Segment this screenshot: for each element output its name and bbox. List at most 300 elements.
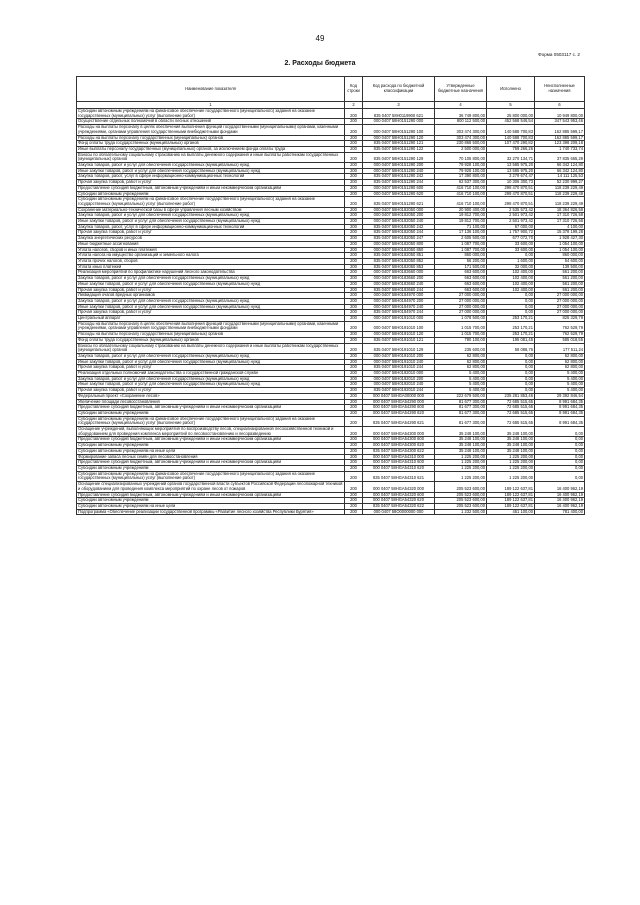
row-approved-amount: 35 248 100,00 — [435, 448, 487, 454]
row-unexecuted-amount: 1 928 427,30 — [535, 236, 585, 242]
row-line-code: 200 — [345, 376, 363, 382]
row-line-code: 200 — [345, 163, 363, 169]
table-row — [77, 343, 585, 353]
column-number: 2 — [345, 102, 363, 109]
row-indicator-name: Закупка товаров, работ и услуг для обеспечения государственных (муниципальных) нужд — [77, 276, 345, 282]
row-executed-amount: 189 122 637,81 — [487, 498, 535, 504]
row-unexecuted-amount: 561 200,00 — [535, 276, 585, 282]
row-unexecuted-amount: 825 329,79 — [535, 316, 585, 322]
row-executed-amount: 72 685 515,65 — [487, 399, 535, 405]
row-budget-code: 000 0407 58Н0192010 200 — [363, 376, 435, 382]
row-budget-code: 835 0407 58Н0182050 851 — [363, 253, 435, 259]
row-approved-amount: 663 600,00 — [435, 276, 487, 282]
row-line-code: 200 — [345, 471, 363, 481]
row-executed-amount: 35 248 100,00 — [487, 443, 535, 449]
row-indicator-name: Расходы на выплаты персоналу в целях обеспечения выполнения функций государственными (муниципальными) органами, казенными учреждениями, органами управления государственными внебюджетными фондами — [77, 321, 345, 331]
row-budget-code: 000 0407 58НGA54300 000 — [363, 427, 435, 437]
row-budget-code: 000 0407 58Н0184970 200 — [363, 298, 435, 304]
row-budget-code: 000 0407 58Н0183660 200 — [363, 276, 435, 282]
column-number: 1 — [77, 102, 345, 109]
row-executed-amount: 107 470 290,82 — [487, 141, 535, 147]
row-indicator-name: Предоставление субсидий бюджетным, автономным учреждениям и иным некоммерческим организациям — [77, 492, 345, 498]
row-budget-code: 000 0407 58Н0184970 000 — [363, 293, 435, 299]
row-line-code: 200 — [345, 365, 363, 371]
row-executed-amount: 195 081,45 — [487, 337, 535, 343]
row-budget-code: 000 0407 58Н0182050 240 — [363, 219, 435, 225]
page-number: 49 — [315, 34, 325, 43]
row-executed-amount: 140 588 700,83 — [487, 125, 535, 135]
header-approved: Утвержденные бюджетные назначения — [435, 77, 487, 102]
row-line-code: 200 — [345, 382, 363, 388]
row-approved-amount: 416 710 100,00 — [435, 191, 487, 197]
row-approved-amount: 2 605 500,00 — [435, 236, 487, 242]
row-approved-amount: 1 225 200,00 — [435, 471, 487, 481]
row-budget-code: 000 0407 58НGA54320 620 — [363, 498, 435, 504]
row-approved-amount: 5 400,00 — [435, 376, 487, 382]
row-approved-amount: 663 600,00 — [435, 281, 487, 287]
row-executed-amount: 2 535 573,42 — [487, 207, 535, 213]
row-unexecuted-amount: 62 800,00 — [535, 359, 585, 365]
row-budget-code: 000 0407 58О0000000 000 — [363, 509, 435, 515]
row-indicator-name: Иные закупки товаров, работ и услуг для обеспечения государственных (муниципальных) нужд — [77, 219, 345, 225]
row-line-code: 200 — [345, 304, 363, 310]
table-row — [77, 125, 585, 135]
table-row — [77, 321, 585, 331]
row-budget-code: 835 0407 58Н0182050 852 — [363, 258, 435, 264]
row-approved-amount: 35 248 100,00 — [435, 437, 487, 443]
table-header-row — [77, 77, 585, 102]
row-approved-amount: 663 600,00 — [435, 287, 487, 293]
row-executed-amount: 58 088,76 — [487, 343, 535, 353]
header-line-code: Код строки — [345, 77, 363, 102]
row-line-code: 200 — [345, 427, 363, 437]
table-row — [77, 109, 585, 119]
row-executed-amount: 759 266,26 — [487, 146, 535, 152]
row-indicator-name: Предоставление субсидий бюджетным, автономным учреждениям и иным некоммерческим организациям — [77, 437, 345, 443]
row-budget-code: 835 0407 58Н0183660 244 — [363, 287, 435, 293]
header-unexecuted: Неисполненные назначения — [535, 77, 585, 102]
row-approved-amount: 1 225 200,00 — [435, 460, 487, 466]
row-line-code: 200 — [345, 416, 363, 426]
row-unexecuted-amount: 118 239 229,49 — [535, 185, 585, 191]
row-line-code: 200 — [345, 180, 363, 186]
row-executed-amount: 102 400,00 — [487, 276, 535, 282]
row-budget-code: 835 0407 58Н0192010 244 — [363, 388, 435, 394]
row-executed-amount: 253 170,21 — [487, 321, 535, 331]
row-indicator-name: Расходы на выплаты персоналу государственных (муниципальных) органов — [77, 332, 345, 338]
column-number: 4 — [435, 102, 487, 109]
row-indicator-name: Иные закупки товаров, работ и услуг для обеспечения государственных (муниципальных) нужд — [77, 304, 345, 310]
row-indicator-name: Иные закупки товаров, работ и услуг для обеспечения государственных (муниципальных) нужд — [77, 168, 345, 174]
row-line-code: 200 — [345, 264, 363, 270]
row-line-code: 200 — [345, 503, 363, 509]
row-line-code: 200 — [345, 276, 363, 282]
row-unexecuted-amount: 5 400,00 — [535, 382, 585, 388]
row-unexecuted-amount: 52 230 999,27 — [535, 180, 585, 186]
row-unexecuted-amount: 162 885 599,17 — [535, 135, 585, 141]
row-unexecuted-amount: 8 991 684,35 — [535, 405, 585, 411]
row-unexecuted-amount: 16 400 962,19 — [535, 492, 585, 498]
row-approved-amount: 81 677 300,00 — [435, 410, 487, 416]
row-unexecuted-amount: 17 310 726,58 — [535, 213, 585, 219]
row-budget-code: 000 0407 58Н0191010 000 — [363, 316, 435, 322]
row-executed-amount: 13 585 975,20 — [487, 168, 535, 174]
row-indicator-name: Оснащение учреждений, выполняющих мероприятия по воспроизводству лесов, специализированной лесохозяйственной техникой и оборудованием для проведения комплекса мероприятий по лесовосстановлению и лесоразведению — [77, 427, 345, 437]
row-budget-code: 835 0407 58Н0119900 621 — [363, 109, 435, 119]
row-executed-amount: 35 248 100,00 — [487, 437, 535, 443]
expenditure-table — [76, 76, 585, 515]
row-budget-code: 835 0407 58НGA54290 621 — [363, 416, 435, 426]
row-unexecuted-amount: 18 364 826,58 — [535, 207, 585, 213]
row-budget-code: 835 0407 58НGA54310 621 — [363, 471, 435, 481]
row-unexecuted-amount: 0,00 — [535, 471, 585, 481]
row-budget-code: 000 0407 58НGA54290 620 — [363, 410, 435, 416]
row-indicator-name: Взносы по обязательному социальному страхованию на выплаты денежного содержания и иные выплаты работникам государственных (муниципальных) органов — [77, 152, 345, 162]
row-budget-code: 000 0407 58НGA54320 000 — [363, 482, 435, 492]
row-indicator-name: Осуществление отдельных полномочий в области лесных отношений — [77, 119, 345, 125]
row-line-code: 200 — [345, 236, 363, 242]
row-budget-code: 835 0407 58Н0182050 244 — [363, 230, 435, 236]
row-budget-code: 000 0407 58НGA54300 620 — [363, 443, 435, 449]
row-indicator-name: Центральный аппарат — [77, 316, 345, 322]
row-executed-amount: 67 000,00 — [487, 224, 535, 230]
row-unexecuted-amount: 16 400 962,19 — [535, 482, 585, 492]
row-approved-amount: 56 200,00 — [435, 258, 487, 264]
row-line-code: 200 — [345, 343, 363, 353]
row-budget-code: 000 0407 58Н0192010 000 — [363, 371, 435, 377]
row-budget-code: 835 0407 58Н0191010 121 — [363, 337, 435, 343]
row-line-code: 200 — [345, 316, 363, 322]
row-line-code: 200 — [345, 353, 363, 359]
row-approved-amount: 1 232 500,00 — [435, 509, 487, 515]
row-line-code: 200 — [345, 191, 363, 197]
row-executed-amount: 72 685 515,65 — [487, 405, 535, 411]
row-indicator-name: Закупка товаров, работ, услуг в сфере информационно-коммуникационных технологий — [77, 174, 345, 180]
row-indicator-name: Прочая закупка товаров, работ и услуг — [77, 180, 345, 186]
row-unexecuted-amount: 62 800,00 — [535, 353, 585, 359]
row-line-code: 200 — [345, 253, 363, 259]
row-unexecuted-amount: 762 529,79 — [535, 321, 585, 331]
form-code: Форма 0503117 с. 2 — [538, 52, 580, 57]
row-unexecuted-amount: 585 018,55 — [535, 337, 585, 343]
row-line-code: 200 — [345, 174, 363, 180]
header-executed: Исполнено — [487, 77, 535, 102]
row-executed-amount: 1 225 200,00 — [487, 471, 535, 481]
row-indicator-name: Субсидии автономным учреждениям — [77, 191, 345, 197]
row-executed-amount: 0,00 — [487, 353, 535, 359]
row-indicator-name: Предоставление субсидий бюджетным, автономным учреждениям и иным некоммерческим организациям — [77, 460, 345, 466]
row-line-code: 200 — [345, 281, 363, 287]
row-budget-code: 000 0407 58НGA54300 600 — [363, 437, 435, 443]
row-executed-amount: 0,00 — [487, 388, 535, 394]
row-line-code: 200 — [345, 230, 363, 236]
row-executed-amount: 1 225 200,00 — [487, 466, 535, 472]
row-executed-amount: 189 122 637,81 — [487, 503, 535, 509]
row-unexecuted-amount: 0,00 — [535, 448, 585, 454]
row-indicator-name: Формирование запаса лесных семян для лесовосстановления — [77, 454, 345, 460]
row-line-code: 200 — [345, 213, 363, 219]
row-line-code: 200 — [345, 371, 363, 377]
row-line-code: 200 — [345, 258, 363, 264]
row-executed-amount: 25 800 000,00 — [487, 109, 535, 119]
row-approved-amount: 27 000 000,00 — [435, 304, 487, 310]
row-approved-amount: 62 800,00 — [435, 359, 487, 365]
row-budget-code: 000 0407 58Н0151290 620 — [363, 191, 435, 197]
row-approved-amount: 81 677 300,00 — [435, 405, 487, 411]
row-indicator-name: Иные закупки товаров, работ и услуг для обеспечения государственных (муниципальных) нужд — [77, 382, 345, 388]
row-line-code: 200 — [345, 310, 363, 316]
row-unexecuted-amount: 561 200,00 — [535, 281, 585, 287]
row-executed-amount: 13 585 975,20 — [487, 163, 535, 169]
row-approved-amount: 205 523 600,00 — [435, 503, 487, 509]
row-unexecuted-amount: 123 398 209,18 — [535, 141, 585, 147]
row-indicator-name: Иные закупки товаров, работ и услуг для обеспечения государственных (муниципальных) нужд — [77, 281, 345, 287]
row-budget-code: 000 0407 58Н0182050 000 — [363, 207, 435, 213]
row-unexecuted-amount: 762 529,79 — [535, 332, 585, 338]
row-indicator-name: Увеличение площади лесовосстановления — [77, 399, 345, 405]
row-budget-code: 000 0407 58Н0191010 120 — [363, 332, 435, 338]
row-unexecuted-amount: 17 310 726,58 — [535, 219, 585, 225]
row-indicator-name: Расходы на выплаты персоналу государственных (муниципальных) органов — [77, 135, 345, 141]
row-indicator-name: Расходы на выплаты персоналу в целях обеспечения выполнения функций государственными (муниципальными) органами, казенными учреждениями, органами управления государственными внебюджетными фондами — [77, 125, 345, 135]
row-unexecuted-amount: 0,00 — [535, 443, 585, 449]
row-executed-amount: 33 600,00 — [487, 247, 535, 253]
row-executed-amount: 298 470 870,51 — [487, 197, 535, 207]
row-executed-amount: 452 568 546,54 — [487, 119, 535, 125]
row-unexecuted-amount: 4 100,00 — [535, 224, 585, 230]
row-unexecuted-amount: 0,00 — [535, 454, 585, 460]
row-indicator-name: Закупка энергетических ресурсов — [77, 236, 345, 242]
row-executed-amount: 3 279 674,47 — [487, 174, 535, 180]
row-executed-amount: 140 588 700,83 — [487, 135, 535, 141]
row-approved-amount: 230 868 500,00 — [435, 141, 487, 147]
row-budget-code: 000 0407 58НGA54310 600 — [363, 460, 435, 466]
row-approved-amount: 27 000 000,00 — [435, 298, 487, 304]
row-unexecuted-amount: 29 392 846,54 — [535, 393, 585, 399]
row-budget-code: 000 0407 58Н0183660 000 — [363, 270, 435, 276]
row-line-code: 200 — [345, 293, 363, 299]
row-executed-amount: 2 501 973,42 — [487, 219, 535, 225]
row-line-code: 200 — [345, 146, 363, 152]
row-approved-amount: 1 078 500,00 — [435, 316, 487, 322]
row-unexecuted-amount: 66 342 124,80 — [535, 168, 585, 174]
row-line-code: 200 — [345, 125, 363, 135]
row-unexecuted-amount: 0,00 — [535, 427, 585, 437]
row-executed-amount: 72 685 515,65 — [487, 416, 535, 426]
row-unexecuted-amount: 1 054 100,00 — [535, 247, 585, 253]
row-executed-amount: 0,00 — [487, 293, 535, 299]
row-approved-amount: 35 248 100,00 — [435, 427, 487, 437]
row-indicator-name: Субсидии автономным учреждениям на финансовое обеспечение государственного (муниципального) задания на оказание государственных (муниципальных) услуг (выполнение работ) — [77, 416, 345, 426]
row-indicator-name: Ликвидация очагов вредных организмов — [77, 293, 345, 299]
row-budget-code: 000 0407 58Н0184970 240 — [363, 304, 435, 310]
row-indicator-name: Иные закупки товаров, работ и услуг для обеспечения государственных (муниципальных) нужд — [77, 359, 345, 365]
row-indicator-name: Субсидии автономным учреждениям на финансовое обеспечение государственного (муниципального) задания на оказание государственных (муниципальных) услуг (выполнение работ) — [77, 109, 345, 119]
row-approved-amount: 35 248 100,00 — [435, 443, 487, 449]
row-approved-amount: 1 225 200,00 — [435, 454, 487, 460]
row-executed-amount: 10 306 300,73 — [487, 180, 535, 186]
row-indicator-name: Субсидии автономным учреждениям на финансовое обеспечение государственного (муниципального) задания на оказание государственных (муниципальных) услуг (выполнение работ) — [77, 471, 345, 481]
row-approved-amount: 1 015 700,00 — [435, 321, 487, 331]
row-approved-amount: 62 800,00 — [435, 353, 487, 359]
row-approved-amount: 780 100,00 — [435, 337, 487, 343]
row-executed-amount: 32 270 134,71 — [487, 152, 535, 162]
row-unexecuted-amount: 177 511,24 — [535, 343, 585, 353]
row-approved-amount: 79 928 100,00 — [435, 163, 487, 169]
row-approved-amount: 416 710 100,00 — [435, 185, 487, 191]
row-executed-amount: 235 281 853,46 — [487, 393, 535, 399]
row-indicator-name: Подпрограмма «Обеспечение реализации государственной программы «Развитие лесного хозяйства Республики Бурятия» — [77, 509, 345, 515]
row-executed-amount: 677 072,70 — [487, 236, 535, 242]
row-budget-code: 000 0407 58Н0151290 100 — [363, 125, 435, 135]
row-unexecuted-amount: 10 949 800,00 — [535, 109, 585, 119]
row-approved-amount: 27 000 000,00 — [435, 310, 487, 316]
row-line-code: 200 — [345, 135, 363, 141]
row-approved-amount: 79 928 100,00 — [435, 168, 487, 174]
row-unexecuted-amount: 5 400,00 — [535, 388, 585, 394]
row-approved-amount: 1 087 700,00 — [435, 247, 487, 253]
row-budget-code: 835 0407 58Н0191010 129 — [363, 343, 435, 353]
row-indicator-name: Предоставление субсидий бюджетным, автономным учреждениям и иным некоммерческим организациям — [77, 185, 345, 191]
row-indicator-name: Фонд оплаты труда государственных (муниципальных) органов — [77, 141, 345, 147]
row-approved-amount: 81 677 300,00 — [435, 416, 487, 426]
row-indicator-name: Субсидии автономным учреждениям — [77, 466, 345, 472]
row-line-code: 200 — [345, 152, 363, 162]
row-approved-amount: 62 537 300,00 — [435, 180, 487, 186]
row-budget-code: 000 0407 58НGA54290 600 — [363, 405, 435, 411]
table-row — [77, 471, 585, 481]
row-unexecuted-amount: 0,00 — [535, 460, 585, 466]
table-row — [77, 509, 585, 515]
row-unexecuted-amount: 118 239 229,49 — [535, 191, 585, 197]
row-unexecuted-amount: 139 500,00 — [535, 264, 585, 270]
row-unexecuted-amount: 5 400,00 — [535, 371, 585, 377]
row-unexecuted-amount: 162 885 599,17 — [535, 125, 585, 135]
row-line-code: 200 — [345, 241, 363, 247]
row-executed-amount: 35 248 100,00 — [487, 427, 535, 437]
row-approved-amount: 81 677 300,00 — [435, 399, 487, 405]
row-approved-amount: 36 749 800,00 — [435, 109, 487, 119]
row-approved-amount: 17 136 100,00 — [435, 230, 487, 236]
row-budget-code: 000 0407 58Н0151290 120 — [363, 135, 435, 141]
row-line-code: 200 — [345, 109, 363, 119]
row-budget-code: 835 0407 58Н0151290 242 — [363, 174, 435, 180]
row-line-code: 200 — [345, 219, 363, 225]
row-indicator-name: Субсидии автономным учреждениям на финансовое обеспечение государственного (муниципального) задания на оказание государственных (муниципальных) услуг (выполнение работ) — [77, 197, 345, 207]
row-budget-code: 835 0407 58Н0182050 242 — [363, 224, 435, 230]
row-unexecuted-amount: 66 342 124,80 — [535, 163, 585, 169]
row-executed-amount: 33 600,00 — [487, 241, 535, 247]
row-line-code: 200 — [345, 466, 363, 472]
row-executed-amount: 0,00 — [487, 382, 535, 388]
row-indicator-name: Закупка товаров, работ и услуг для обеспечения государственных (муниципальных) нужд — [77, 298, 345, 304]
row-line-code: 200 — [345, 119, 363, 125]
row-approved-amount: 663 600,00 — [435, 270, 487, 276]
row-executed-amount: 1 225 200,00 — [487, 460, 535, 466]
row-executed-amount: 2 501 973,42 — [487, 213, 535, 219]
row-approved-amount: 1 087 700,00 — [435, 241, 487, 247]
row-line-code: 200 — [345, 443, 363, 449]
row-budget-code: 000 0407 58Н0191010 100 — [363, 321, 435, 331]
row-budget-code: 000 0407 58Н0182050 800 — [363, 241, 435, 247]
row-unexecuted-amount: 27 000 000,00 — [535, 293, 585, 299]
row-unexecuted-amount: 118 239 229,49 — [535, 197, 585, 207]
row-indicator-name: Уплата прочих налогов, сборов — [77, 258, 345, 264]
row-indicator-name: Закупка товаров, работ и услуг для обеспечения государственных (муниципальных) нужд — [77, 213, 345, 219]
row-unexecuted-amount: 27 000 000,00 — [535, 304, 585, 310]
header-indicator-name: Наименование показателя — [77, 77, 345, 102]
row-approved-amount: 222 679 500,00 — [435, 393, 487, 399]
row-line-code: 200 — [345, 437, 363, 443]
column-number: 3 — [363, 102, 435, 109]
row-approved-amount: 205 523 600,00 — [435, 498, 487, 504]
row-line-code: 200 — [345, 185, 363, 191]
row-approved-amount: 62 800,00 — [435, 365, 487, 371]
row-executed-amount: 102 400,00 — [487, 281, 535, 287]
row-budget-code: 835 0407 58НGA54320 622 — [363, 503, 435, 509]
row-budget-code: 000 0407 58Н0183660 240 — [363, 281, 435, 287]
row-executed-amount: 0,00 — [487, 304, 535, 310]
row-indicator-name: Фонд оплаты труда государственных (муниципальных) органов — [77, 337, 345, 343]
row-line-code: 200 — [345, 337, 363, 343]
row-budget-code: 835 0407 58Н0151290 121 — [363, 141, 435, 147]
row-budget-code: 000 0407 58НGA54320 600 — [363, 492, 435, 498]
row-executed-amount: 35 248 100,00 — [487, 448, 535, 454]
row-budget-code: 835 0407 58Н0151290 129 — [363, 152, 435, 162]
row-executed-amount: 0,00 — [487, 310, 535, 316]
row-executed-amount: 0,00 — [487, 371, 535, 377]
row-budget-code: 000 0407 58НGA54310 000 — [363, 454, 435, 460]
row-executed-amount: 1 600,00 — [487, 258, 535, 264]
row-indicator-name: Закупка товаров, работ, услуг в сфере информационно-коммуникационных технологий — [77, 224, 345, 230]
row-indicator-name: Федеральный проект «Сохранение лесов» — [77, 393, 345, 399]
row-budget-code: 835 0407 58НGA54300 622 — [363, 448, 435, 454]
row-line-code: 200 — [345, 207, 363, 213]
row-unexecuted-amount: 62 800,00 — [535, 365, 585, 371]
row-executed-amount: 0,00 — [487, 376, 535, 382]
row-budget-code: 000 0407 58НGA00000 000 — [363, 393, 435, 399]
row-executed-amount: 1 225 200,00 — [487, 454, 535, 460]
row-line-code: 200 — [345, 498, 363, 504]
row-unexecuted-amount: 8 991 684,35 — [535, 416, 585, 426]
row-line-code: 200 — [345, 298, 363, 304]
row-budget-code: 000 0407 58Н0151290 240 — [363, 168, 435, 174]
row-unexecuted-amount: 5 400,00 — [535, 376, 585, 382]
row-line-code: 200 — [345, 197, 363, 207]
row-line-code: 200 — [345, 405, 363, 411]
table-row — [77, 152, 585, 162]
row-approved-amount: 1 015 700,00 — [435, 332, 487, 338]
row-approved-amount: 205 523 600,00 — [435, 492, 487, 498]
row-approved-amount: 20 900 400,00 — [435, 207, 487, 213]
row-indicator-name: Прочая закупка товаров, работ и услуг — [77, 287, 345, 293]
row-budget-code: 835 0407 58Н0151290 122 — [363, 146, 435, 152]
row-approved-amount: 5 400,00 — [435, 388, 487, 394]
row-executed-amount: 298 470 870,51 — [487, 185, 535, 191]
row-budget-code: 000 0407 58Н0191010 240 — [363, 359, 435, 365]
row-indicator-name: Иные выплаты персоналу государственных (муниципальных) органов, за исключением фонда оплаты труда — [77, 146, 345, 152]
row-indicator-name: Субсидии автономным учреждениям на иные цели — [77, 448, 345, 454]
row-approved-amount: 205 523 600,00 — [435, 482, 487, 492]
row-line-code: 200 — [345, 482, 363, 492]
table-row — [77, 197, 585, 207]
row-executed-amount: 189 122 637,81 — [487, 492, 535, 498]
table-body — [77, 109, 585, 515]
row-approved-amount: 235 600,00 — [435, 343, 487, 353]
row-budget-code: 835 0407 58Н0191010 244 — [363, 365, 435, 371]
row-indicator-name: Прочая закупка товаров, работ и услуг — [77, 310, 345, 316]
row-indicator-name: Субсидии автономным учреждениям — [77, 498, 345, 504]
